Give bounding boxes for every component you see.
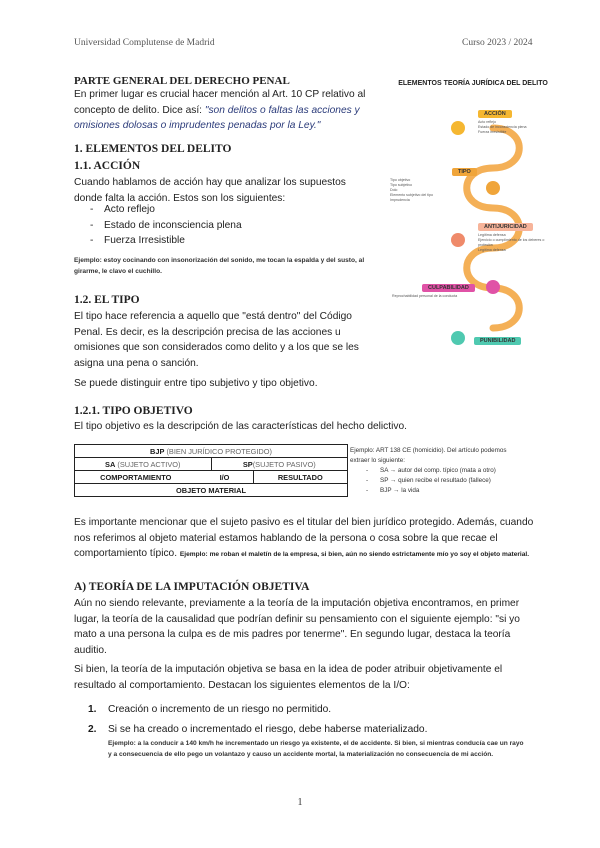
section1-title: 1. ELEMENTOS DEL DELITO	[74, 143, 232, 155]
tipo-text: El tipo hace referencia a aquello que "está dentro" del Código Penal. Es decir, es la descripción precisa de las acciones u omisiones que son considerados como delito y a los que se les asigna una pena o sanción.	[74, 311, 359, 369]
example-list	[350, 466, 510, 496]
table-row	[75, 458, 347, 471]
page-number: 1	[297, 797, 303, 808]
list-item: - SA → autor del comp. típico (mata a otro)	[350, 466, 510, 476]
intro-title: PARTE GENERAL DEL DERECHO PENAL	[74, 75, 290, 87]
item-text: Creación o incremento de un riesgo no permitido.	[108, 704, 332, 715]
step-tipo: TIPO	[452, 168, 477, 176]
infographic	[388, 80, 558, 380]
sa-note: (SUJETO ACTIVO)	[117, 459, 181, 469]
imputacion-text: Aún no siendo relevante, previamente a la teoría de la imputación objetiva encontramos, en primer lugar, la teoría de la causalidad que podrían definir su pensamiento con el siguiente ejemplo: "si yo mato a una persona la culpa es de mis padres por tenerme". En segundo lugar, destaca la teoría auditio.	[74, 598, 520, 656]
table-row	[75, 484, 347, 496]
header-course: Curso 2023 / 2024	[462, 38, 533, 48]
note: Elemento subjetivo del tipo	[390, 193, 433, 197]
sp-label: SP	[242, 459, 253, 469]
punibilidad-dot	[451, 331, 465, 345]
note: Legítima defensa	[478, 233, 506, 237]
header-university: Universidad Complutense de Madrid	[74, 38, 215, 48]
accion-text: Cuando hablamos de acción hay que analizar los supuestos donde falta la acción. Estos son los siguientes:	[74, 177, 346, 204]
notes-tipo	[390, 178, 472, 203]
step-punibilidad: PUNIBILIDAD	[474, 337, 521, 345]
note: Reprochabilidad personal de la conducta	[392, 294, 458, 298]
imputacion-example: Ejemplo: a la conducir a 140 km/h he incrementado un riesgo ya existente, el de accidente. Si bien, si mientras conducía cae un rayo y a consecuencia de ello pego un volantazo y causo un accidente mortal, la materialización no consecuencia de mi acción.	[108, 740, 524, 758]
accion-dot	[451, 121, 465, 135]
note: Dolo	[390, 188, 398, 192]
tipo-objetivo-text3-body: Es importante mencionar que el sujeto pasivo es el titular del bien jurídico protegido. Además, cuando nos referimos al objeto material estamos hablando de la persona o cosa sobre la que recae el comportamiento típico.	[74, 517, 534, 559]
note: Legítima defensa	[478, 248, 506, 252]
tipo-title: 1.2. EL TIPO	[74, 294, 140, 306]
note: Tipo objetivo	[390, 178, 411, 182]
tipo-text2: Se puede distinguir entre tipo subjetivo y tipo objetivo.	[74, 378, 318, 389]
notes-accion	[478, 120, 556, 135]
comportamiento-label: COMPORTAMIENTO	[100, 472, 172, 482]
list-item: - Fuerza Irresistible	[74, 233, 242, 249]
accion-title: 1.1. ACCIÓN	[74, 160, 141, 172]
item-number: 1.	[88, 704, 97, 715]
step-culpabilidad: CULPABILIDAD	[422, 284, 475, 292]
tipo-objetivo-text: El tipo objetivo es la descripción de las características del hecho delictivo.	[74, 421, 407, 432]
note: Ejercicio o cumplimiento de los deberes o profesión	[478, 238, 545, 247]
list-item: - SP → quien recibe el resultado (fallece)	[350, 476, 510, 486]
table-row	[75, 471, 347, 484]
step-accion: ACCIÓN	[478, 110, 512, 118]
tipo-objetivo-example2: Ejemplo: me roban el maletín de la empresa, si bien, aún no siendo estrictamente mío yo soy el objeto material.	[179, 551, 530, 558]
accion-example: Ejemplo: estoy cocinando con insonorización del sonido, me tocan la espalda y del susto, al girarme, le clavo el cuchillo.	[74, 257, 365, 275]
bjp-note: (BIEN JURÍDICO PROTEGIDO)	[166, 446, 272, 456]
culpabilidad-dot	[486, 280, 500, 294]
item-number: 2.	[88, 724, 97, 735]
note: Imprudencia	[390, 198, 410, 202]
tipo-dot	[486, 181, 500, 195]
imputacion-text2: Si bien, la teoría de la imputación objetiva se basa en la idea de poder atribuir objetivamente el resultado al comportamiento. Destacan los siguientes elementos de la I/O:	[74, 664, 503, 691]
list-item: - Estado de inconsciencia plena	[74, 218, 242, 234]
list-item: - Acto reflejo	[74, 202, 242, 218]
tipo-objetivo-text3	[74, 515, 534, 563]
item-text: Si se ha creado o incrementado el riesgo, debe haberse materializado.	[108, 724, 428, 735]
objeto-label: OBJETO MATERIAL	[176, 485, 246, 495]
intro-quote: "son delitos o faltas las acciones y omisiones dolosas o imprudentes penadas por la Ley."	[74, 104, 360, 131]
infographic-title: ELEMENTOS TEORÍA JURÍDICA DEL DELITO	[398, 80, 548, 87]
notes-antijuricidad	[478, 233, 558, 253]
notes-culpabilidad	[392, 294, 482, 299]
intro-text: En primer lugar es crucial hacer mención al Art. 10 CP relativo al concepto de delito. Dice así:	[74, 89, 366, 116]
accion-list	[74, 202, 242, 249]
note: Estado de inconsciencia plena	[478, 125, 527, 129]
note: Acto reflejo	[478, 120, 496, 124]
intro-paragraph	[74, 87, 374, 134]
sp-note: (SUJETO PASIVO)	[252, 459, 316, 469]
tipo-objetivo-title: 1.2.1. TIPO OBJETIVO	[74, 405, 193, 417]
example-box	[350, 446, 510, 496]
note: Tipo subjetivo	[390, 183, 413, 187]
resultado-label: RESULTADO	[277, 472, 323, 482]
table-row	[75, 445, 347, 458]
imputacion-title: A) TEORÍA DE LA IMPUTACIÓN OBJETIVA	[74, 581, 310, 593]
list-item: - BJP → la vida	[350, 486, 510, 496]
tipo-objetivo-diagram	[74, 444, 348, 497]
example-intro: Ejemplo: ART 138 CE (homicidio). Del artículo podemos extraer lo siguiente:	[350, 447, 507, 464]
io-label: I/O	[219, 472, 230, 482]
step-antijuricidad: ANTIJURICIDAD	[478, 223, 533, 231]
bjp-label: BJP	[150, 446, 165, 456]
sa-label: SA	[105, 459, 116, 469]
note: Fuerza irresistible	[478, 130, 507, 134]
antijuricidad-dot	[451, 233, 465, 247]
